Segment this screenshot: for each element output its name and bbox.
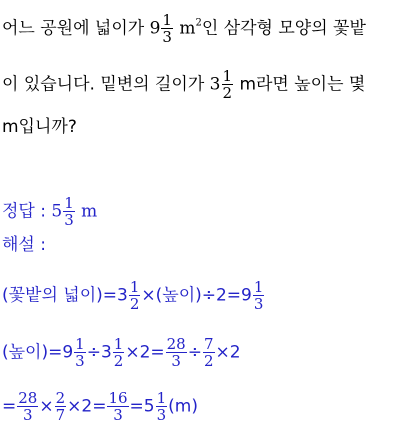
solution-label-text: 해설 : xyxy=(2,235,46,255)
problem-line-3 xyxy=(2,117,77,137)
problem-line-1 xyxy=(2,12,366,45)
step-text: ×(높이)÷2=9 xyxy=(141,285,252,306)
area-whole: 9 xyxy=(149,18,161,39)
answer-fraction: $\frac{1}{3}$ xyxy=(64,194,74,229)
problem-line-2 xyxy=(2,68,365,101)
step-fraction: $\frac{1}{3}$ xyxy=(253,278,264,313)
step-text: (m) xyxy=(168,396,198,417)
solution-step-3 xyxy=(2,390,198,423)
step-fraction: $\frac{16}{3}$ xyxy=(108,389,128,424)
step-text: = xyxy=(2,396,17,417)
area-fraction: $\frac{1}{3}$ xyxy=(162,11,172,46)
step-text: × xyxy=(39,396,54,417)
answer-unit: m xyxy=(75,201,98,222)
problem-text: 어느 공원에 넓이가 xyxy=(2,18,150,39)
step-text: ×2= xyxy=(125,342,165,363)
step-text: ÷ xyxy=(187,342,202,363)
area-unit-exponent: 2 xyxy=(195,17,202,29)
solution-label xyxy=(2,235,46,255)
base-whole: 3 xyxy=(209,74,221,95)
step-text: (높이)=9 xyxy=(2,342,74,363)
step-text: ÷3 xyxy=(86,342,112,363)
problem-text: m입니까? xyxy=(2,117,77,137)
answer-label: 정답 : xyxy=(2,201,52,222)
base-fraction: $\frac{1}{2}$ xyxy=(222,67,233,102)
problem-text: m라면 높이는 몇 xyxy=(234,74,366,95)
step-fraction: $\frac{7}{2}$ xyxy=(203,335,214,370)
step-fraction: $\frac{28}{3}$ xyxy=(166,335,186,370)
step-fraction: $\frac{1}{3}$ xyxy=(75,335,85,370)
step-fraction: $\frac{2}{7}$ xyxy=(55,389,66,424)
step-text: ×2 xyxy=(215,342,241,363)
problem-text: 이 있습니다. 밑변의 길이가 xyxy=(2,74,210,95)
problem-text: 인 삼각형 모양의 꽃밭 xyxy=(201,18,366,39)
answer-line xyxy=(2,195,97,228)
step-text: (꽃밭의 넓이)=3 xyxy=(2,285,128,306)
step-fraction: $\frac{28}{3}$ xyxy=(18,389,38,424)
step-fraction: $\frac{1}{2}$ xyxy=(129,278,140,313)
step-text: ×2= xyxy=(67,396,107,417)
answer-whole: 5 xyxy=(51,201,63,222)
step-fraction: $\frac{1}{2}$ xyxy=(113,335,124,370)
solution-step-1 xyxy=(2,279,265,312)
step-text: =5 xyxy=(129,396,155,417)
area-unit: m xyxy=(173,18,196,39)
solution-step-2 xyxy=(2,336,241,369)
step-fraction: $\frac{1}{3}$ xyxy=(156,389,167,424)
